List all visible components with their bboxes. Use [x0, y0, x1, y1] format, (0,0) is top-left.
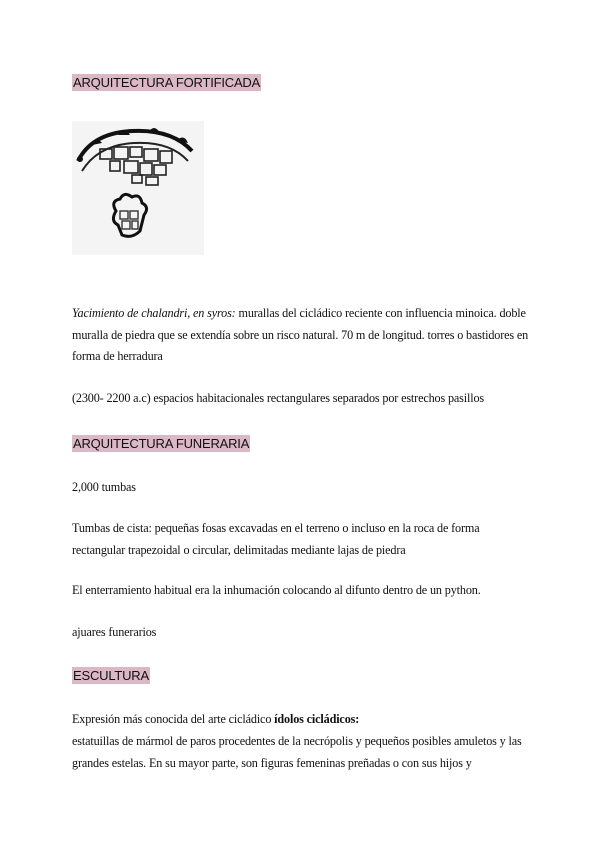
paragraph-tumbas-count: 2,000 tumbas [72, 480, 136, 494]
paragraph-chalandri: Yacimiento de chalandri, en syros: murallas del cicládico reciente con influencia minoica. doble muralla de piedra que se extendía sobre un risco natural. 70 m de longitud. torres o bastidores en forma de herradura [72, 306, 529, 363]
heading-escultura: ESCULTURA [73, 668, 149, 683]
site-name-italic: Yacimiento de chalandri, en syros: [72, 306, 236, 320]
paragraph-ajuares: ajuares funerarios [72, 625, 157, 639]
paragraph-expresion: Expresión más conocida del arte cicládico ídolos cicládicos: [72, 712, 360, 726]
idolos-bold: ídolos cicládicos: [274, 712, 360, 726]
heading-arquitectura-fortificada: ARQUITECTURA FORTIFICADA [73, 75, 261, 90]
fortified-site-plan-icon [72, 121, 204, 255]
paragraph-enterramiento: El enterramiento habitual era la inhumación colocando al difunto dentro de un python. [72, 583, 481, 597]
heading-arquitectura-funeraria: ARQUITECTURA FUNERARIA [73, 436, 250, 451]
paragraph-espacios: (2300- 2200 a.c) espacios habitacionales rectangulares separados por estrechos pasillos [72, 391, 485, 405]
paragraph-tumbas-cista: Tumbas de cista: pequeñas fosas excavadas en el terreno o incluso en la roca de forma rectangular trapezoidal o circular, delimitadas mediante lajas de piedra [72, 521, 480, 557]
paragraph-estatuillas: estatuillas de mármol de paros procedentes de la necrópolis y pequeños posibles amuletos y las grandes estelas. En su mayor parte, son figuras femeninas preñadas o con sus hijos y [72, 734, 522, 770]
